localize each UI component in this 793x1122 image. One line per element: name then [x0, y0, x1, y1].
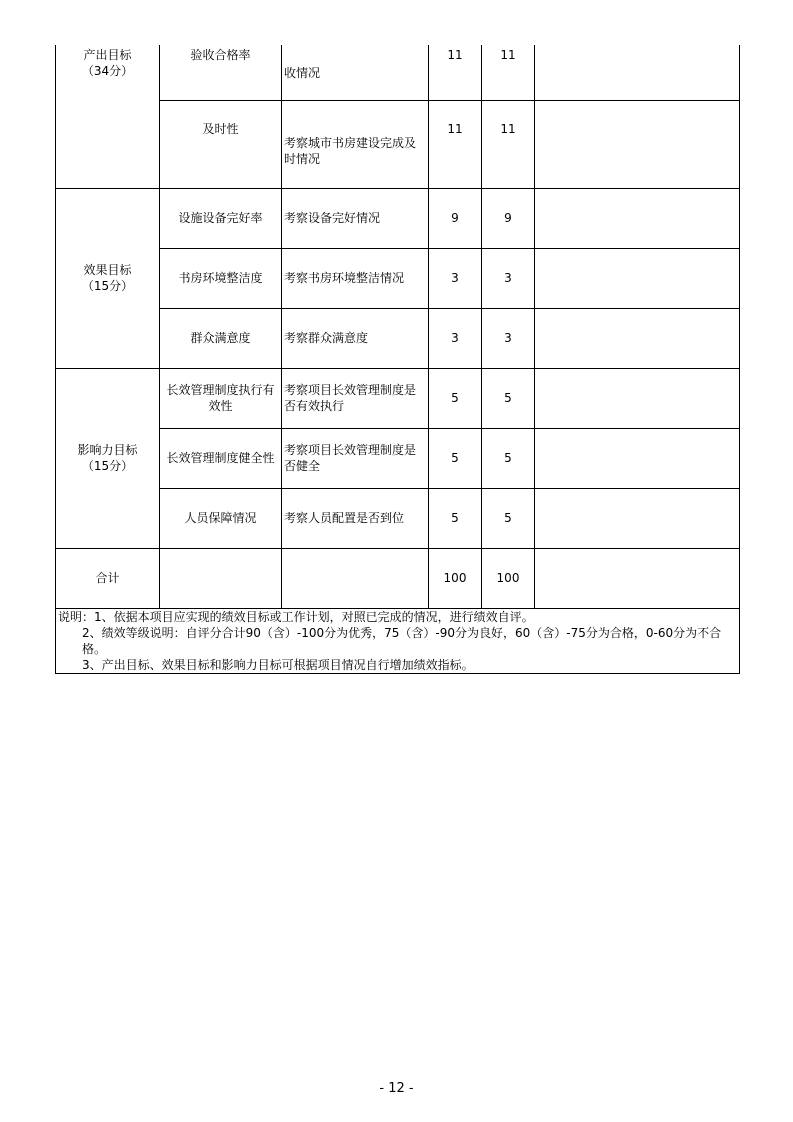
remark-cell — [535, 308, 740, 368]
indicator-cell: 群众满意度 — [160, 308, 282, 368]
empty-cell — [535, 548, 740, 608]
indicator-cell: 人员保障情况 — [160, 488, 282, 548]
total-row — [56, 548, 740, 608]
remark-cell — [535, 45, 740, 100]
note-line: 3、产出目标、效果目标和影响力目标可根据项目情况自行增加绩效指标。 — [82, 657, 474, 672]
remark-cell — [535, 488, 740, 548]
score-b-cell: 11 — [482, 100, 535, 188]
category-points: （15分） — [81, 459, 134, 473]
remark-cell — [535, 368, 740, 428]
table-row — [56, 368, 740, 428]
score-b-cell: 5 — [482, 488, 535, 548]
score-a-cell: 5 — [429, 368, 482, 428]
score-b-cell: 5 — [482, 428, 535, 488]
page-number: - 12 - — [379, 1081, 414, 1096]
score-b-cell: 3 — [482, 308, 535, 368]
indicator-cell: 书房环境整洁度 — [160, 248, 282, 308]
score-a-cell: 5 — [429, 488, 482, 548]
remark-cell — [535, 428, 740, 488]
description-cell: 收情况 — [282, 45, 429, 100]
indicator-cell: 长效管理制度执行有效性 — [160, 368, 282, 428]
total-score-b: 100 — [482, 548, 535, 608]
description-cell: 考察城市书房建设完成及时情况 — [282, 100, 429, 188]
note-line: 2、绩效等级说明：自评分合计90（含）-100分为优秀，75（含）-90分为良好，60（含）-75分为合格，0-60分为不合格。 — [82, 625, 722, 656]
notes-row — [56, 608, 740, 673]
score-b-cell: 5 — [482, 368, 535, 428]
indicator-cell: 验收合格率 — [160, 45, 282, 100]
category-points: （15分） — [81, 279, 134, 293]
category-cell — [56, 368, 160, 548]
score-b-cell: 9 — [482, 188, 535, 248]
notes-cell — [56, 608, 740, 673]
description-cell: 考察设备完好情况 — [282, 188, 429, 248]
category-points: （34分） — [81, 64, 134, 78]
score-a-cell: 11 — [429, 45, 482, 100]
total-score-a: 100 — [429, 548, 482, 608]
score-a-cell: 11 — [429, 100, 482, 188]
table-row — [56, 45, 740, 100]
description-cell: 考察群众满意度 — [282, 308, 429, 368]
score-a-cell: 3 — [429, 308, 482, 368]
remark-cell — [535, 248, 740, 308]
score-b-cell: 11 — [482, 45, 535, 100]
remark-cell — [535, 188, 740, 248]
score-b-cell: 3 — [482, 248, 535, 308]
score-a-cell: 9 — [429, 188, 482, 248]
category-cell — [56, 188, 160, 368]
description-cell: 考察项目长效管理制度是否健全 — [282, 428, 429, 488]
category-cell — [56, 45, 160, 188]
description-cell: 考察项目长效管理制度是否有效执行 — [282, 368, 429, 428]
note-line: 说明：1、依据本项目应实现的绩效目标或工作计划，对照已完成的情况，进行绩效自评。 — [58, 609, 534, 624]
score-a-cell: 5 — [429, 428, 482, 488]
empty-cell — [160, 548, 282, 608]
indicator-cell: 及时性 — [160, 100, 282, 188]
remark-cell — [535, 100, 740, 188]
empty-cell — [282, 548, 429, 608]
category-name: 影响力目标 — [77, 443, 138, 457]
total-label: 合计 — [56, 548, 160, 608]
category-name: 效果目标 — [83, 263, 132, 277]
category-name: 产出目标 — [83, 48, 132, 62]
indicator-cell: 长效管理制度健全性 — [160, 428, 282, 488]
score-a-cell: 3 — [429, 248, 482, 308]
indicator-cell: 设施设备完好率 — [160, 188, 282, 248]
table-row — [56, 188, 740, 248]
performance-table — [55, 45, 740, 674]
description-cell: 考察书房环境整洁情况 — [282, 248, 429, 308]
description-cell: 考察人员配置是否到位 — [282, 488, 429, 548]
